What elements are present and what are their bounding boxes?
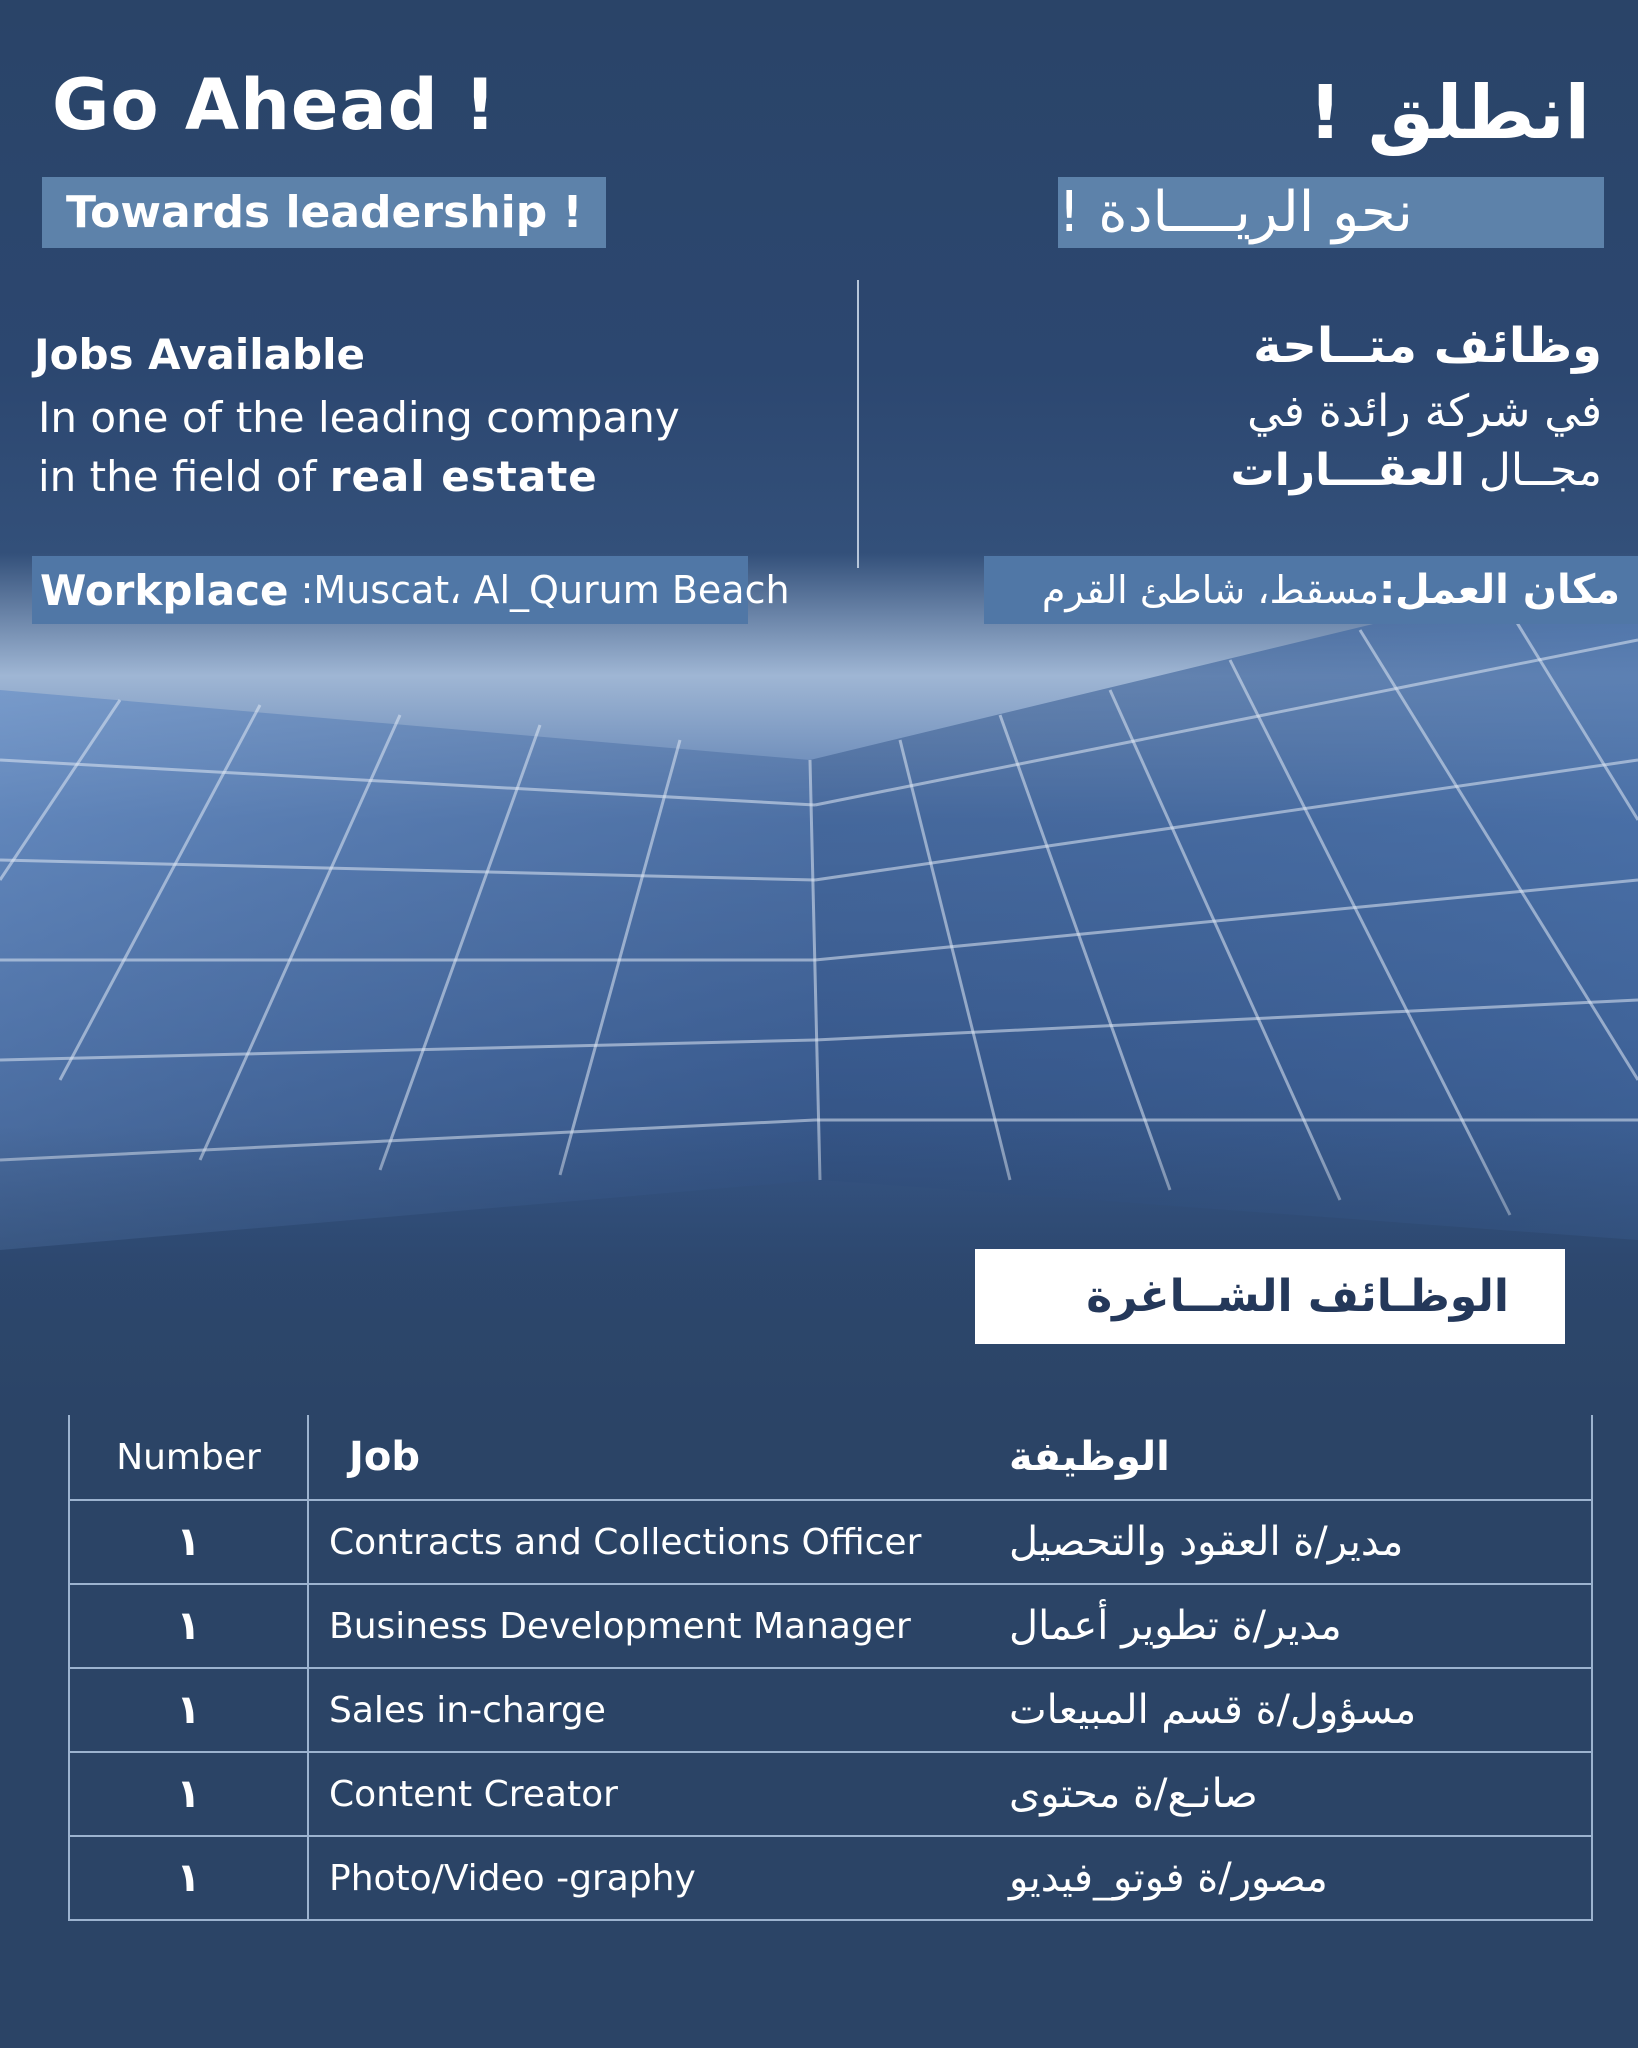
row-job-arabic: مسؤول/ة قسم المبيعات bbox=[1009, 1669, 1593, 1751]
row-number: ١ bbox=[68, 1585, 309, 1667]
tagline-arabic: نحو الريــــادة ! bbox=[1058, 177, 1604, 248]
intro-arabic-line-1: في شركة رائدة في bbox=[1247, 386, 1602, 437]
row-number: ١ bbox=[68, 1501, 309, 1583]
table-row bbox=[68, 1669, 1593, 1753]
jobs-available-heading-arabic: وظائف متــاحة bbox=[1253, 318, 1602, 374]
intro-arabic-line-2-bold: العقـــارات bbox=[1230, 445, 1465, 496]
intro-arabic-line-2 bbox=[882, 445, 1602, 496]
row-number: ١ bbox=[68, 1837, 309, 1919]
workplace-label: Workplace bbox=[40, 565, 289, 615]
row-job: Sales in-charge bbox=[329, 1689, 606, 1731]
row-job-arabic: مدير/ة العقود والتحصيل bbox=[1009, 1501, 1593, 1583]
intro-line-2 bbox=[38, 452, 794, 501]
intro-line-2-bold: real estate bbox=[329, 452, 598, 501]
row-job: Contracts and Collections Officer bbox=[329, 1521, 922, 1563]
row-job-arabic: مدير/ة تطوير أعمال bbox=[1009, 1585, 1593, 1667]
vertical-divider bbox=[857, 280, 859, 568]
workplace-english bbox=[32, 556, 790, 624]
workplace-value-arabic: مسقط، شاطئ القرم bbox=[1041, 568, 1380, 612]
row-number: ١ bbox=[68, 1669, 309, 1751]
jobs-table bbox=[68, 1415, 1593, 1921]
table-row bbox=[68, 1837, 1593, 1921]
table-row bbox=[68, 1501, 1593, 1585]
header-number: Number bbox=[68, 1415, 309, 1499]
workplace-value: :Muscat، Al_Qurum Beach bbox=[300, 568, 790, 612]
headline-arabic: انطلق ! bbox=[1308, 70, 1590, 156]
header-job-arabic: الوظيفة bbox=[1009, 1415, 1593, 1499]
intro-arabic-line-2-prefix: مجــال bbox=[1478, 445, 1602, 496]
workplace-arabic bbox=[984, 556, 1638, 624]
table-row bbox=[68, 1585, 1593, 1669]
intro-line-2-prefix: in the field of bbox=[38, 452, 317, 501]
workplace-label-arabic: مكان العمل: bbox=[1379, 567, 1620, 613]
row-job: Content Creator bbox=[329, 1773, 618, 1815]
row-number: ١ bbox=[68, 1753, 309, 1835]
row-job-arabic: صانـع/ة محتوى bbox=[1009, 1753, 1593, 1835]
jobs-table-header bbox=[68, 1415, 1593, 1501]
intro-arabic bbox=[882, 318, 1602, 504]
table-row bbox=[68, 1753, 1593, 1837]
row-job: Photo/Video -graphy bbox=[329, 1857, 696, 1899]
vacancies-title: الوظـائف الشــاغرة bbox=[975, 1249, 1565, 1344]
row-job: Business Development Manager bbox=[329, 1605, 911, 1647]
tagline-english: Towards leadership ! bbox=[42, 177, 606, 248]
headline-english: Go Ahead ! bbox=[52, 64, 498, 146]
row-job-arabic: مصور/ة فوتو_فيديو bbox=[1009, 1837, 1593, 1919]
intro-line-1: In one of the leading company bbox=[38, 393, 680, 442]
intro-english bbox=[34, 330, 794, 511]
jobs-available-heading: Jobs Available bbox=[34, 330, 365, 379]
header-job: Job bbox=[349, 1434, 420, 1480]
